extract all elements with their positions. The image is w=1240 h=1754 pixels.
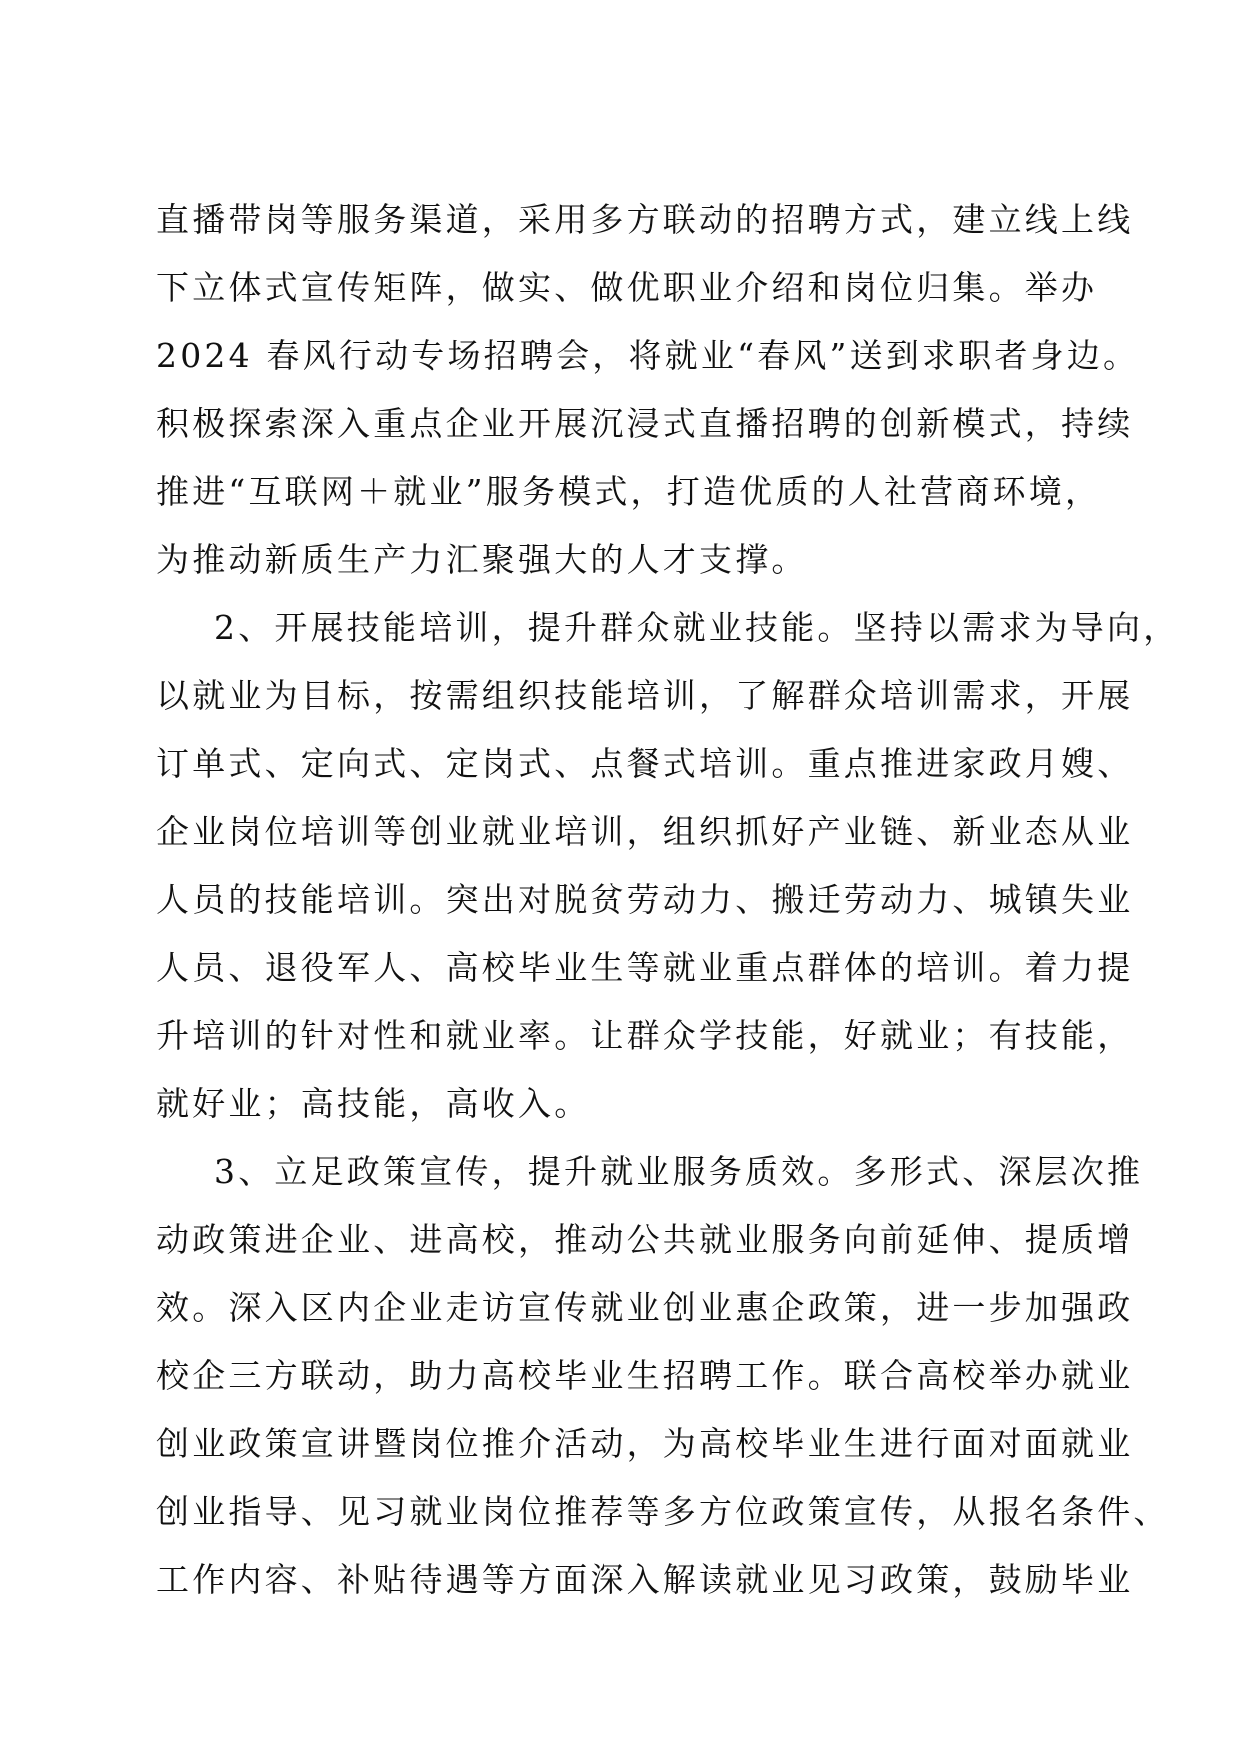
text-line: 3、立足政策宣传，提升就业服务质效。多形式、深层次推 (214, 1152, 1144, 1191)
text-line: 人员、退役军人、高校毕业生等就业重点群体的培训。着力提 (156, 948, 1134, 987)
text-line: 动政策进企业、进高校，推动公共就业服务向前延伸、提质增 (156, 1220, 1134, 1259)
text-line: 为推动新质生产力汇聚强大的人才支撑。 (156, 540, 808, 579)
text-line: 2024 春风行动专场招聘会，将就业“春风”送到求职者身边。 (156, 336, 1140, 375)
text-line: 创业指导、见习就业岗位推荐等多方位政策宣传，从报名条件、 (156, 1492, 1170, 1531)
body-text (156, 186, 1180, 1614)
text-line: 创业政策宣讲暨岗位推介活动，为高校毕业生进行面对面就业 (156, 1424, 1134, 1463)
paragraph-2 (156, 594, 1180, 1138)
text-line: 下立体式宣传矩阵，做实、做优职业介绍和岗位归集。举办 (156, 268, 1098, 307)
text-line: 工作内容、补贴待遇等方面深入解读就业见习政策，鼓励毕业 (156, 1560, 1134, 1599)
paragraph-3 (156, 1138, 1170, 1614)
text-line: 推进“互联网＋就业”服务模式，打造优质的人社营商环境， (156, 472, 1102, 511)
text-line: 就好业；高技能，高收入。 (156, 1084, 591, 1123)
text-line: 校企三方联动，助力高校毕业生招聘工作。联合高校举办就业 (156, 1356, 1134, 1395)
text-line: 订单式、定向式、定岗式、点餐式培训。重点推进家政月嫂、 (156, 744, 1134, 783)
text-line: 2、开展技能培训，提升群众就业技能。坚持以需求为导向， (214, 608, 1180, 647)
text-line: 企业岗位培训等创业就业培训，组织抓好产业链、新业态从业 (156, 812, 1134, 851)
text-line: 以就业为目标，按需组织技能培训，了解群众培训需求，开展 (156, 676, 1134, 715)
paragraph-1 (156, 186, 1140, 594)
text-line: 效。深入区内企业走访宣传就业创业惠企政策，进一步加强政 (156, 1288, 1134, 1327)
text-line: 升培训的针对性和就业率。让群众学技能，好就业；有技能， (156, 1016, 1134, 1055)
text-line: 积极探索深入重点企业开展沉浸式直播招聘的创新模式，持续 (156, 404, 1134, 443)
text-line: 人员的技能培训。突出对脱贫劳动力、搬迁劳动力、城镇失业 (156, 880, 1134, 919)
text-line: 直播带岗等服务渠道，采用多方联动的招聘方式，建立线上线 (156, 200, 1134, 239)
